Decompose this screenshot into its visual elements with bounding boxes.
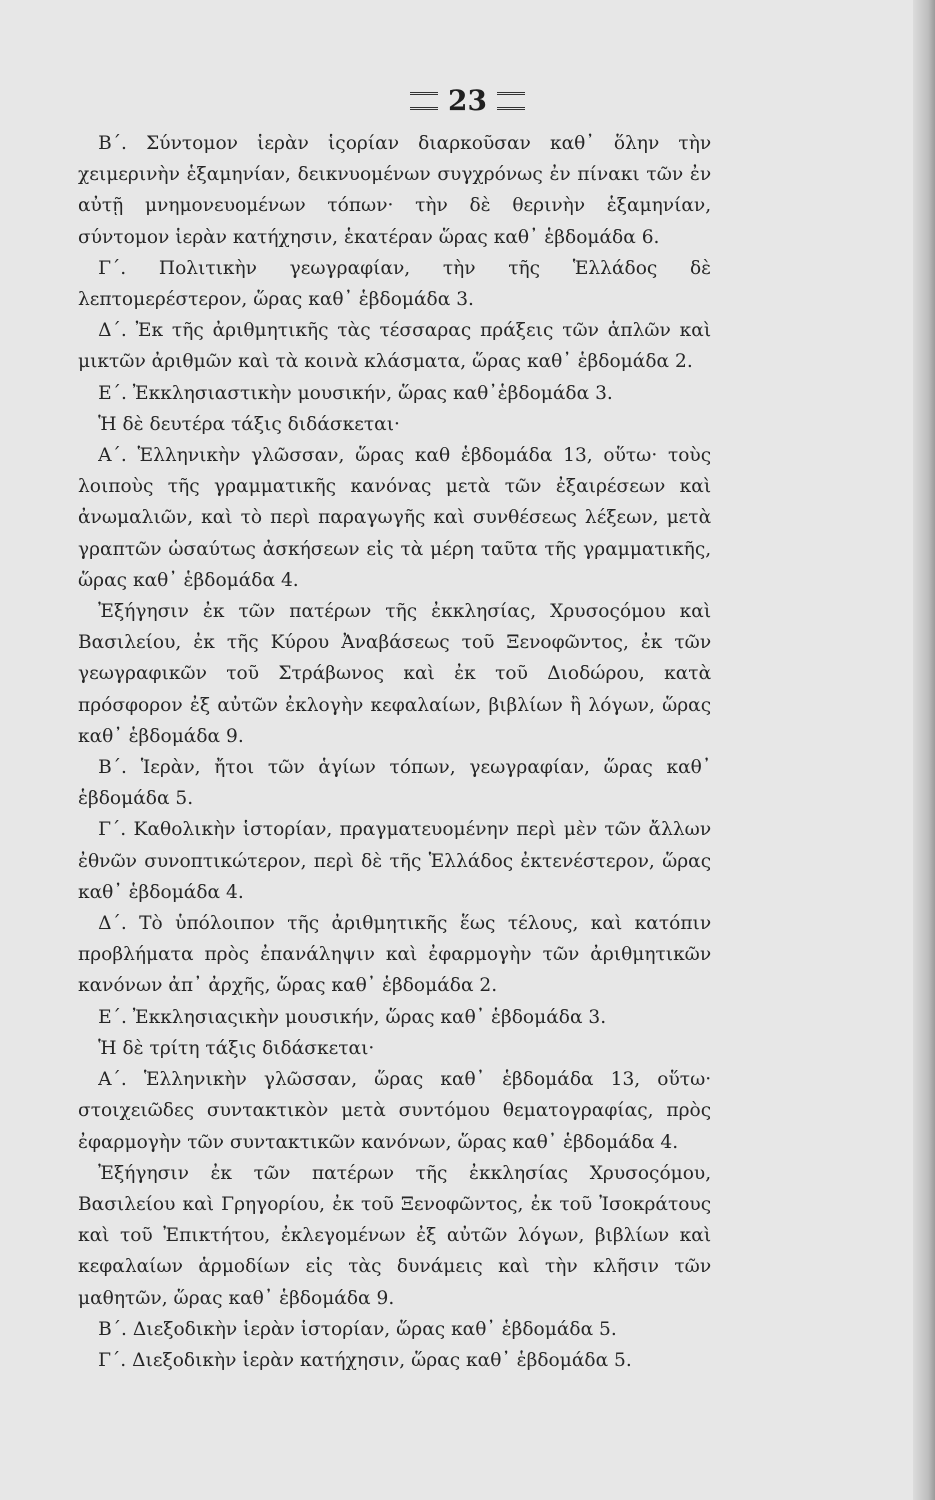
paragraph-11: Ε΄. Ἐκκλησιαςικὴν μουσικήν, ὥρας καθ᾽ ἑβδομάδα 3. (98, 1006, 607, 1028)
paragraph-3: Δ΄. Ἐκ τῆς ἀριθμητικῆς τὰς τέσσαρας πράξεις τῶν ἁπλῶν καὶ μικτῶν ἀριθμῶν καὶ τὰ κοινὰ κλάσματα, ὥρας καθ᾽ ἑβδομάδα 2. (78, 320, 712, 373)
paragraph-7: Ἐξήγησιν ἐκ τῶν πατέρων τῆς ἐκκλησίας, Χρυσοςόμου καὶ Βασιλείου, ἐκ τῆς Κύρου Ἀναβάσεως τοῦ Ξενοφῶντος, ἐκ τῶν γεωγραφικῶν τοῦ Στράβωνος καὶ ἐκ τοῦ Διοδώρου, κατὰ πρόσφορον ἐξ αὐτῶν ἐκλογὴν κεφαλαίων, βιβλίων ἢ λόγων, ὥρας καθ᾽ ἑβδομάδα 9. (78, 601, 712, 747)
header-ornament-left (410, 92, 438, 110)
paragraph-8: Β΄. Ἱερὰν, ἤτοι τῶν ἁγίων τόπων, γεωγραφίαν, ὥρας καθ᾽ ἑβδομάδα 5. (78, 757, 712, 810)
paragraph-15: Β΄. Διεξοδικὴν ἱερὰν ἱστορίαν, ὥρας καθ᾽ ἑβδομάδα 5. (98, 1318, 617, 1340)
paragraph-6: Α΄. Ἑλληνικὴν γλῶσσαν, ὥρας καθ ἑβδομάδα 13, οὕτω· τοὺς λοιποὺς τῆς γραμματικῆς κανόνας μετὰ τῶν ἐξαιρέσεων καὶ ἀνωμαλιῶν, καὶ τὸ περὶ παραγωγῆς καὶ συνθέσεως λέξεων, μετὰ γραπτῶν ὡσαύτως ἀσκήσεων εἰς τὰ μέρη ταῦτα τῆς γραμματικῆς, ὥρας καθ᾽ ἑβδομάδα 4. (78, 445, 712, 591)
page-edge-shadow (913, 0, 935, 1500)
paragraph-14: Ἐξήγησιν ἐκ τῶν πατέρων τῆς ἐκκλησίας Χρυσοςόμου, Βασιλείου καὶ Γρηγορίου, ἐκ τοῦ Ξενοφῶντος, ἐκ τοῦ Ἰσοκράτους καὶ τοῦ Ἐπικτήτου, ἐκλεγομένων ἐξ αὐτῶν λόγων, βιβλίων καὶ κεφαλαίων ἁρμοδίων εἰς τὰς δυνάμεις καὶ τὴν κλῆσιν τῶν μαθητῶν, ὥρας καθ᾽ ἑβδομάδα 9. (78, 1162, 712, 1309)
paragraph-12: Ἡ δὲ τρίτη τάξις διδάσκεται· (98, 1037, 375, 1059)
paragraph-4: Ε΄. Ἐκκλησιαστικὴν μουσικήν, ὥρας καθ᾽ἑβδομάδα 3. (98, 382, 613, 404)
body-text (78, 128, 711, 1376)
paragraph-13: Α΄. Ἑλληνικὴν γλῶσσαν, ὥρας καθ᾽ ἑβδομάδα 13, οὕτω· στοιχειῶδες συντακτικὸν μετὰ συντόμου θεματογραφίας, πρὸς ἐφαρμογὴν τῶν συντακτικῶν κανόνων, ὥρας καθ᾽ ἑβδομάδα 4. (78, 1069, 712, 1153)
paragraph-10: Δ΄. Τὸ ὑπόλοιπον τῆς ἀριθμητικῆς ἕως τέλους, καὶ κατόπιν προβλήματα πρὸς ἐπανάληψιν καὶ ἐφαρμογὴν τῶν ἀριθμητικῶν κανόνων ἀπ᾽ ἀρχῆς, ὥρας καθ᾽ ἑβδομάδα 2. (78, 913, 712, 997)
page-header (0, 84, 935, 124)
paragraph-5: Ἡ δὲ δευτέρα τάξις διδάσκεται· (98, 413, 400, 435)
paragraph-2: Γ΄. Πολιτικὴν γεωγραφίαν, τὴν τῆς Ἑλλάδος δὲ λεπτομερέστερον, ὥρας καθ᾽ ἑβδομάδα 3. (78, 257, 712, 311)
paragraph-9: Γ΄. Καθολικὴν ἱστορίαν, πραγματευομένην περὶ μὲν τῶν ἄλλων ἐθνῶν συνοπτικώτερον, περὶ δὲ τῆς Ἑλλάδος ἐκτενέστερον, ὥρας καθ᾽ ἑβδομάδα 4. (78, 819, 712, 903)
header-ornament-right (497, 92, 525, 110)
page-number: 23 (448, 84, 487, 117)
paragraph-1: Β΄. Σύντομον ἱερὰν ἱςορίαν διαρκοῦσαν καθ᾽ ὅλην τὴν χειμερινὴν ἑξαμηνίαν, δεικνυομένων συγχρόνως ἐν πίνακι τῶν ἐν αὐτῇ μνημονευομένων τόπων· τὴν δὲ θερινὴν ἑξαμηνίαν, σύντομον ἱερὰν κατήχησιν, ἑκατέραν ὥρας καθ᾽ ἑβδομάδα 6. (78, 133, 712, 248)
paragraph-16: Γ΄. Διεξοδικὴν ἱερὰν κατήχησιν, ὥρας καθ᾽ ἑβδομάδα 5. (98, 1349, 632, 1371)
